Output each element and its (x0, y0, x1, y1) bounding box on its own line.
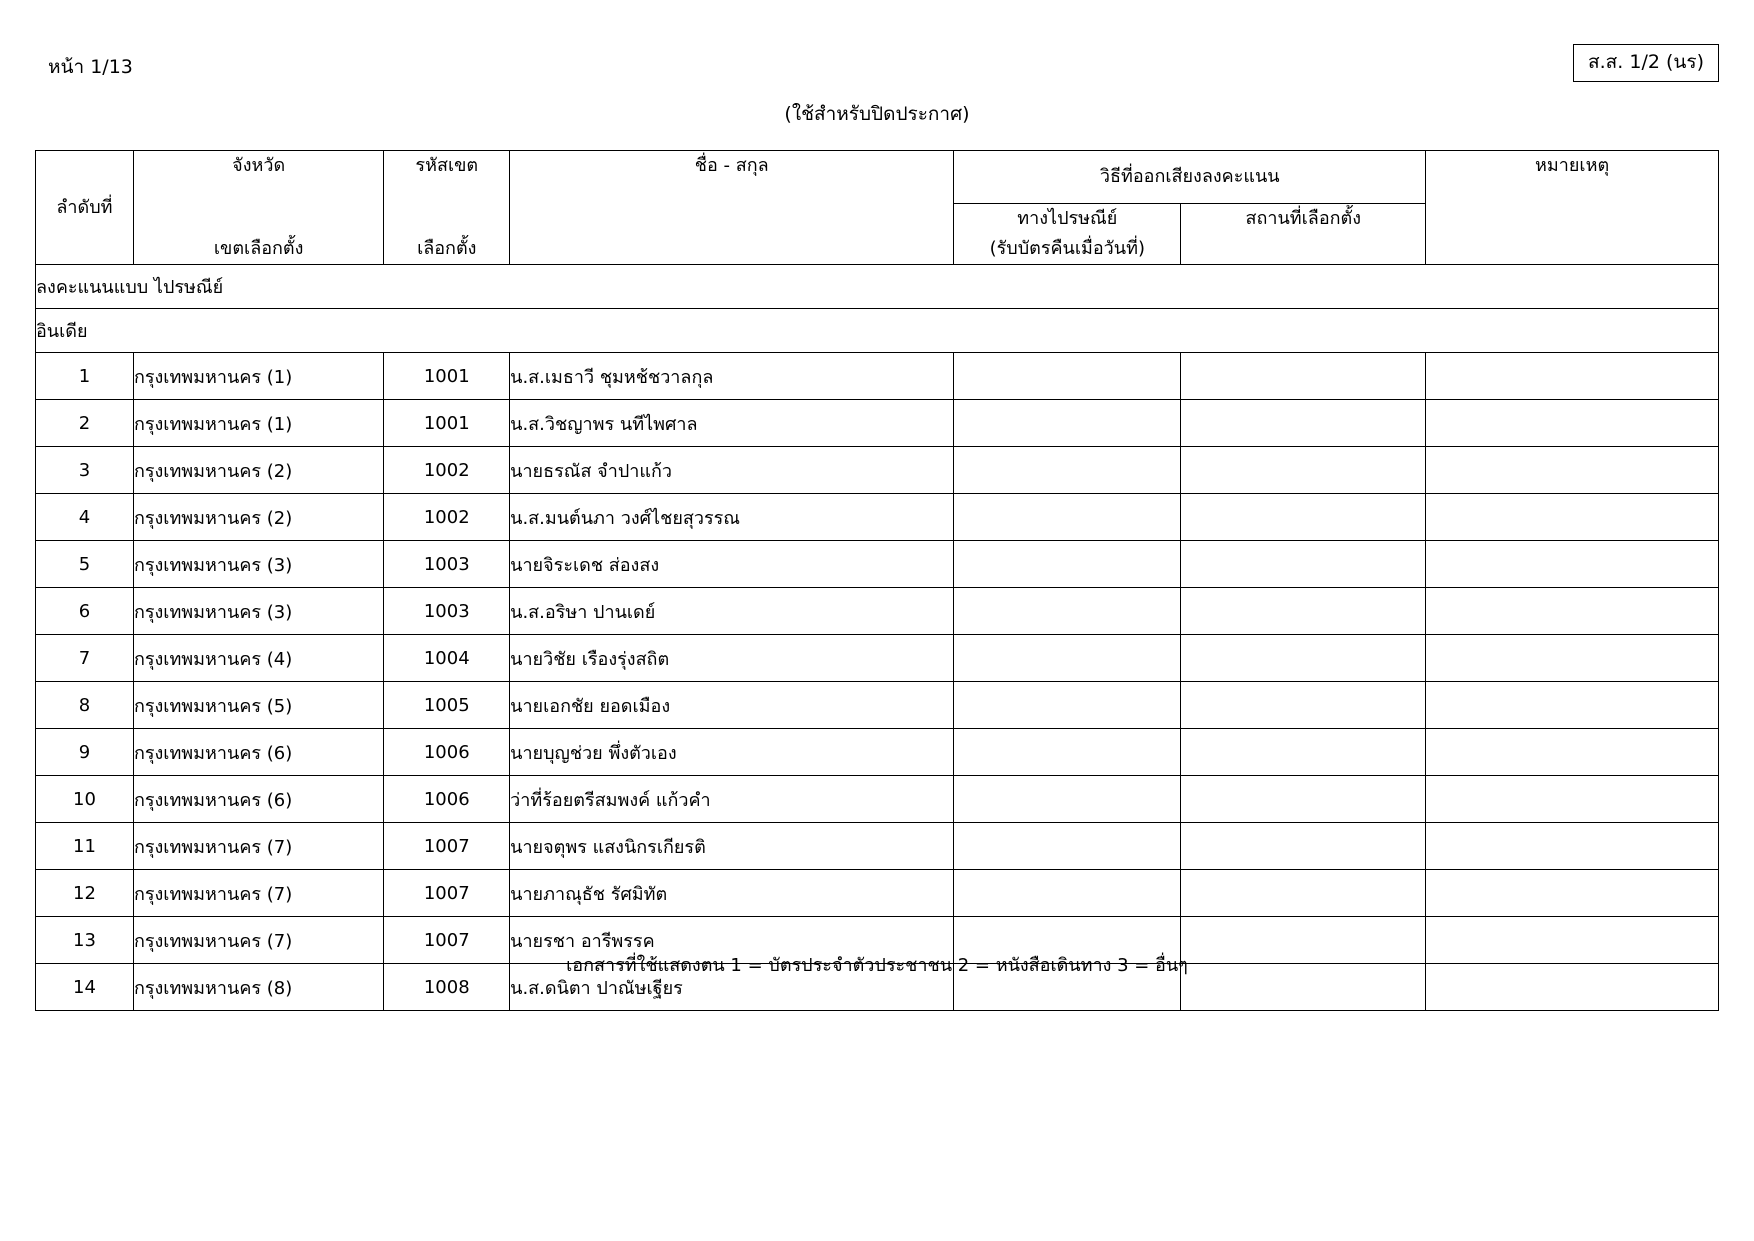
cell-name: น.ส.เมธาวี ชุมหช้ชวาลกุล (510, 353, 954, 400)
cell-note (1426, 588, 1719, 635)
column-header-place-text: สถานที่เลือกตั้ง (1245, 208, 1362, 229)
cell-postal (954, 494, 1181, 541)
cell-postal (954, 635, 1181, 682)
cell-no: 10 (36, 776, 134, 823)
cell-province: กรุงเทพมหานคร (8) (133, 964, 383, 1011)
column-header-name (510, 151, 954, 265)
cell-name: น.ส.วิชญาพร นทีไพศาล (510, 400, 954, 447)
cell-name: น.ส.มนต์นภา วงศ์ไชยสุวรรณ (510, 494, 954, 541)
cell-name: ว่าที่ร้อยตรีสมพงค์ แก้วคำ (510, 776, 954, 823)
column-header-province (133, 151, 383, 265)
cell-province: กรุงเทพมหานคร (6) (133, 729, 383, 776)
cell-note (1426, 729, 1719, 776)
cell-postal (954, 353, 1181, 400)
column-header-name-text: ชื่อ - สกุล (694, 155, 769, 176)
table-row (36, 870, 1719, 917)
column-header-note-text: หมายเหตุ (1535, 155, 1610, 176)
footer-note: เอกสารที่ใช้แสดงตน 1 = บัตรประจำตัวประชาชน 2 = หนังสือเดินทาง 3 = อื่นๆ (566, 955, 1188, 976)
column-header-no: ลำดับที่ (36, 151, 134, 265)
candidate-table (35, 150, 1719, 1011)
cell-code: 1006 (384, 776, 510, 823)
cell-place (1181, 447, 1426, 494)
column-header-province-line2: เขตเลือกตั้ง (213, 238, 304, 259)
table-body (36, 265, 1719, 1011)
table-row (36, 400, 1719, 447)
cell-province: กรุงเทพมหานคร (2) (133, 494, 383, 541)
cell-code: 1006 (384, 729, 510, 776)
table-row (36, 682, 1719, 729)
table-row (36, 588, 1719, 635)
column-header-province-line1: จังหวัด (232, 155, 286, 176)
cell-province: กรุงเทพมหานคร (2) (133, 447, 383, 494)
cell-code: 1008 (384, 964, 510, 1011)
cell-name: นายจิระเดช ส่องสง (510, 541, 954, 588)
section-row-voting-type (36, 265, 1719, 309)
cell-postal (954, 588, 1181, 635)
table-row (36, 729, 1719, 776)
page-top-bar (0, 52, 1754, 92)
table-row (36, 447, 1719, 494)
column-header-code-line1: รหัสเขต (415, 155, 479, 176)
cell-name: น.ส.ดนิตา ปาณัษเฐียร (510, 964, 954, 1011)
cell-place (1181, 729, 1426, 776)
cell-code: 1001 (384, 400, 510, 447)
cell-note (1426, 400, 1719, 447)
cell-note (1426, 353, 1719, 400)
cell-province: กรุงเทพมหานคร (6) (133, 776, 383, 823)
cell-note (1426, 635, 1719, 682)
cell-note (1426, 682, 1719, 729)
cell-postal (954, 729, 1181, 776)
column-header-polling-place (1181, 204, 1426, 265)
cell-postal (954, 400, 1181, 447)
cell-no: 12 (36, 870, 134, 917)
table-row (36, 541, 1719, 588)
cell-place (1181, 776, 1426, 823)
cell-code: 1007 (384, 823, 510, 870)
cell-code: 1003 (384, 588, 510, 635)
cell-no: 7 (36, 635, 134, 682)
cell-place (1181, 682, 1426, 729)
cell-postal (954, 447, 1181, 494)
cell-place (1181, 635, 1426, 682)
cell-no: 1 (36, 353, 134, 400)
cell-no: 13 (36, 917, 134, 964)
cell-code: 1007 (384, 917, 510, 964)
page-number-label: หน้า 1/13 (48, 56, 133, 78)
cell-place (1181, 870, 1426, 917)
cell-province: กรุงเทพมหานคร (3) (133, 541, 383, 588)
cell-no: 2 (36, 400, 134, 447)
form-code-box: ส.ส. 1/2 (นร) (1573, 44, 1719, 82)
section-label-postal-voting: ลงคะแนนแบบ ไปรษณีย์ (36, 265, 1719, 309)
cell-note (1426, 447, 1719, 494)
table-row (36, 776, 1719, 823)
cell-name: นายรชา อารีพรรค (510, 917, 954, 964)
cell-note (1426, 823, 1719, 870)
cell-province: กรุงเทพมหานคร (1) (133, 353, 383, 400)
cell-code: 1004 (384, 635, 510, 682)
column-header-code-line2: เลือกตั้ง (417, 238, 477, 259)
table-row (36, 823, 1719, 870)
document-subtitle: (ใช้สำหรับปิดประกาศ) (784, 103, 970, 125)
cell-note (1426, 776, 1719, 823)
cell-code: 1007 (384, 870, 510, 917)
section-row-country (36, 309, 1719, 353)
cell-province: กรุงเทพมหานคร (5) (133, 682, 383, 729)
cell-code: 1005 (384, 682, 510, 729)
cell-province: กรุงเทพมหานคร (7) (133, 870, 383, 917)
table-header-row-1 (36, 151, 1719, 204)
cell-province: กรุงเทพมหานคร (1) (133, 400, 383, 447)
table-row (36, 353, 1719, 400)
column-header-postal-line1: ทางไปรษณีย์ (1017, 208, 1118, 229)
cell-no: 14 (36, 964, 134, 1011)
column-header-postal (954, 204, 1181, 265)
candidate-table-container (35, 150, 1719, 1011)
cell-no: 8 (36, 682, 134, 729)
cell-postal (954, 541, 1181, 588)
cell-postal (954, 870, 1181, 917)
cell-place (1181, 541, 1426, 588)
cell-place (1181, 494, 1426, 541)
cell-no: 9 (36, 729, 134, 776)
cell-no: 11 (36, 823, 134, 870)
cell-name: นายจตุพร แสงนิกรเกียรติ (510, 823, 954, 870)
cell-name: นายวิชัย เรืองรุ่งสถิต (510, 635, 954, 682)
cell-postal (954, 682, 1181, 729)
cell-code: 1003 (384, 541, 510, 588)
cell-code: 1002 (384, 447, 510, 494)
table-row (36, 494, 1719, 541)
cell-place (1181, 823, 1426, 870)
cell-name: น.ส.อริษา ปานเดย์ (510, 588, 954, 635)
cell-name: นายภาณุธัช รัศมิทัต (510, 870, 954, 917)
column-header-note (1426, 151, 1719, 265)
column-header-voting-method: วิธีที่ออกเสียงลงคะแนน (954, 151, 1426, 204)
cell-place (1181, 400, 1426, 447)
cell-postal (954, 823, 1181, 870)
cell-name: นายเอกชัย ยอดเมือง (510, 682, 954, 729)
section-label-country: อินเดีย (36, 309, 1719, 353)
cell-place (1181, 353, 1426, 400)
cell-province: กรุงเทพมหานคร (4) (133, 635, 383, 682)
cell-postal (954, 776, 1181, 823)
cell-note (1426, 494, 1719, 541)
cell-province: กรุงเทพมหานคร (7) (133, 823, 383, 870)
cell-no: 4 (36, 494, 134, 541)
cell-no: 5 (36, 541, 134, 588)
column-header-postal-line2: (รับบัตรคืนเมื่อวันที่) (989, 238, 1145, 259)
cell-province: กรุงเทพมหานคร (3) (133, 588, 383, 635)
cell-no: 6 (36, 588, 134, 635)
column-header-district-code (384, 151, 510, 265)
cell-note (1426, 870, 1719, 917)
cell-place (1181, 588, 1426, 635)
table-header (36, 151, 1719, 265)
cell-no: 3 (36, 447, 134, 494)
cell-province: กรุงเทพมหานคร (7) (133, 917, 383, 964)
table-row (36, 635, 1719, 682)
cell-note (1426, 541, 1719, 588)
cell-name: นายธรณัส จำปาแก้ว (510, 447, 954, 494)
cell-code: 1002 (384, 494, 510, 541)
cell-name: นายบุญช่วย พึ่งตัวเอง (510, 729, 954, 776)
cell-code: 1001 (384, 353, 510, 400)
